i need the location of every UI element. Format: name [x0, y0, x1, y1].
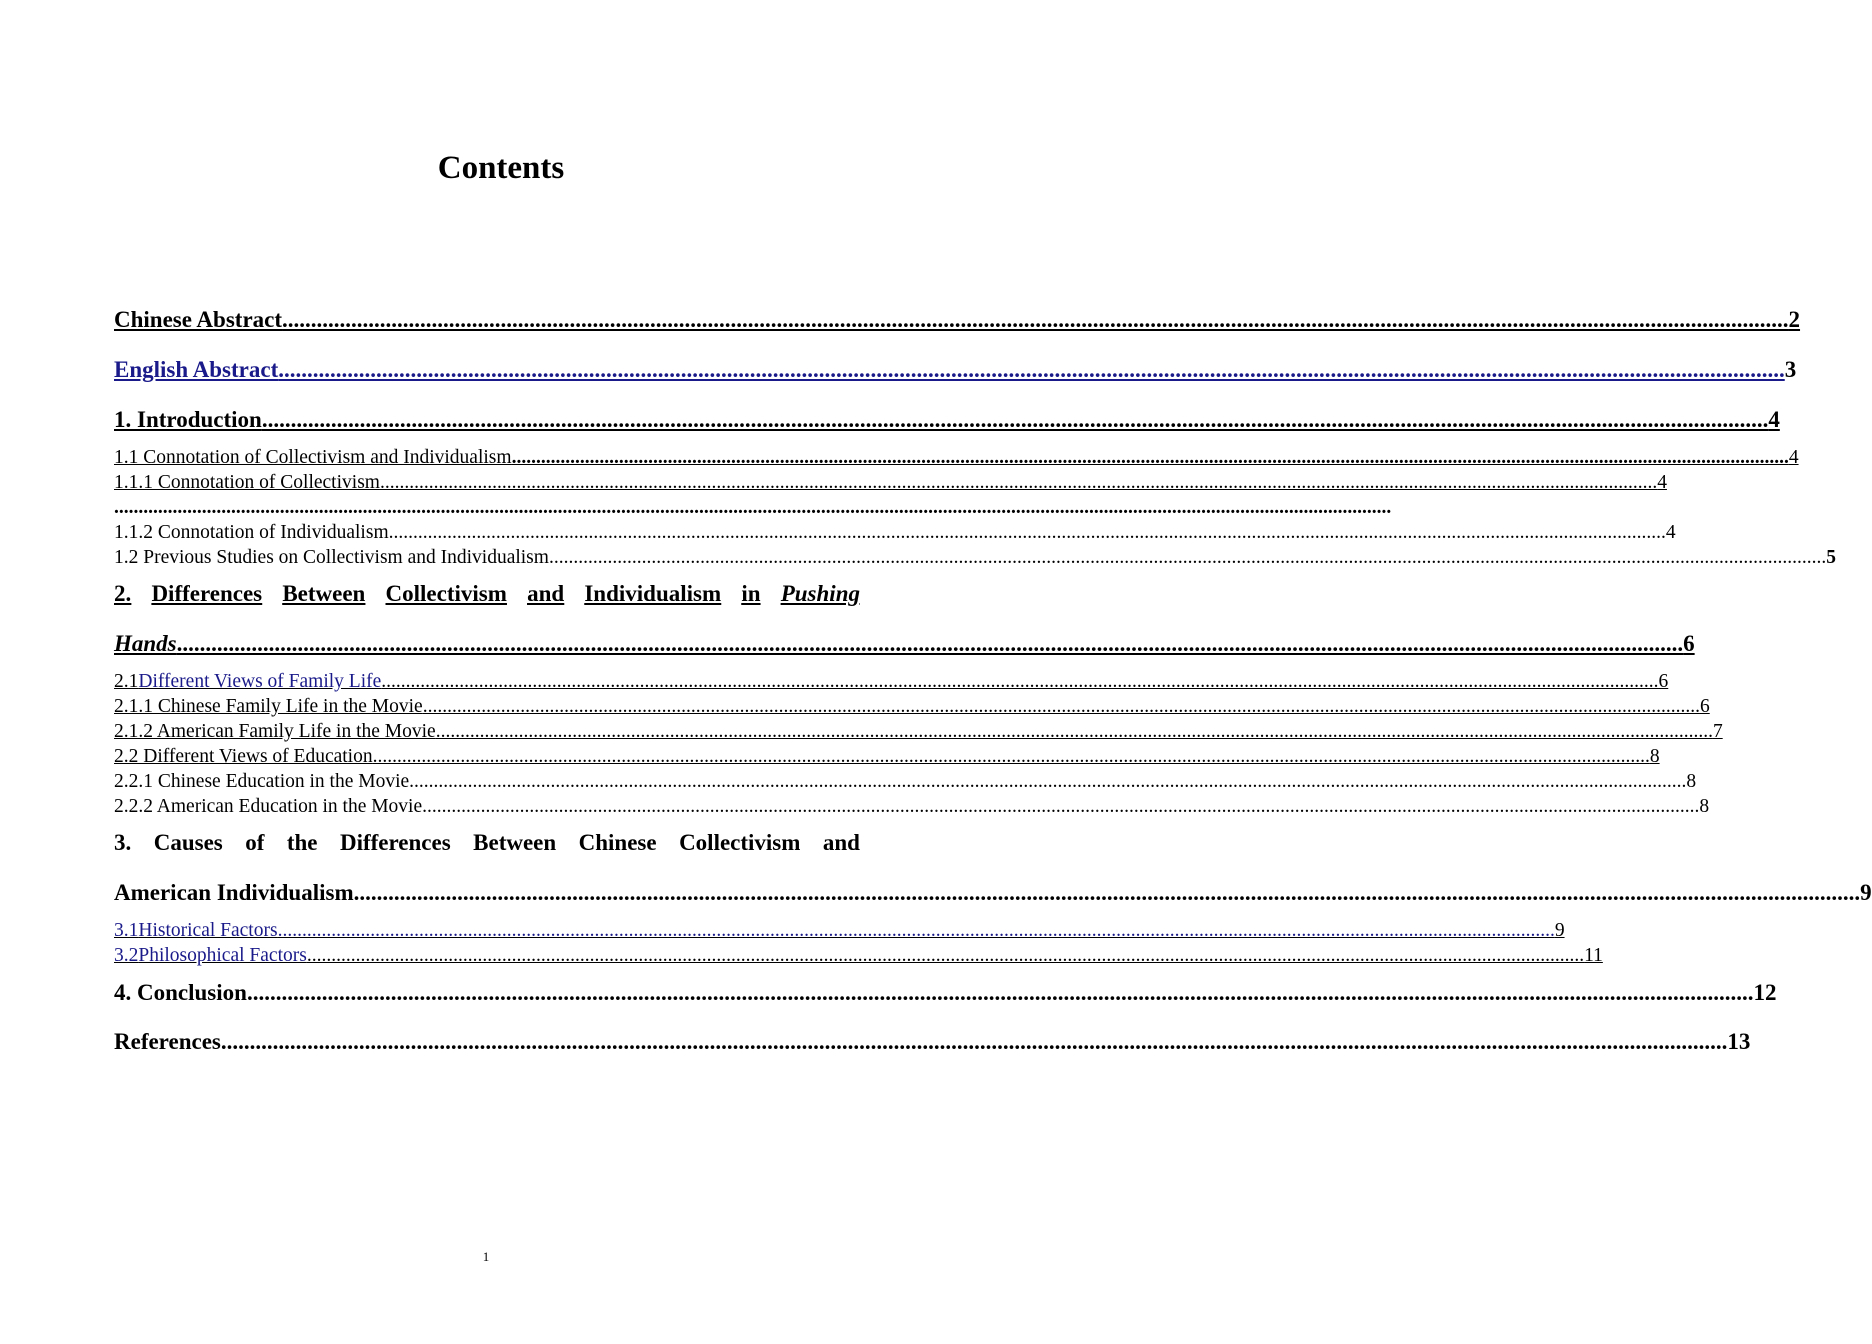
toc-page-number: 6 — [1683, 631, 1695, 656]
toc-entry-label: 1.1.2 Connotation of Individualism — [114, 522, 389, 543]
toc-word: and — [822, 830, 860, 855]
toc-word: Individualism — [584, 581, 722, 606]
toc-page-number: 6 — [1699, 696, 1710, 717]
toc-word: the — [286, 830, 318, 855]
toc-entry-label: Different Views of Family Life — [138, 671, 382, 692]
toc-word: 3. — [114, 830, 132, 855]
toc-leader-dots: ...................................................................................................................................................................................................................................................................... — [388, 522, 1666, 543]
toc-page-number: 8 — [1649, 746, 1660, 767]
toc-entry-3-2[interactable] — [114, 945, 1603, 967]
toc-leader-dots: ...................................................................................................................................................................................................................................................................... — [220, 1029, 1728, 1054]
toc-leader-dots: ...................................................................................................................................................................................................................................................................... — [422, 796, 1700, 817]
toc-entry-2-2-2[interactable] — [114, 796, 1710, 818]
toc-word: in — [741, 581, 761, 606]
toc-page-number: 2 — [1788, 307, 1801, 332]
page-title: Contents — [437, 150, 565, 186]
toc-entry-label: 4. Conclusion — [114, 980, 247, 1005]
toc-word: of — [245, 830, 265, 855]
toc-word: and — [527, 581, 565, 606]
toc-entry-label: References — [114, 1029, 221, 1054]
toc-page-number: 13 — [1727, 1029, 1751, 1054]
toc-word: Pushing — [780, 581, 860, 606]
toc-leader-dots: ...................................................................................................................................................................................................................................................................... — [282, 307, 1789, 332]
toc-leader-dots: ...................................................................................................................................................................................................................................................................... — [176, 631, 1684, 656]
dotted-separator: ...................................................................................................................................................................................................................................................................... — [114, 497, 1392, 518]
toc-entry-label: 2.2.1 Chinese Education in the Movie — [114, 771, 410, 792]
toc-leader-dots: ...................................................................................................................................................................................................................................................................... — [372, 746, 1650, 767]
toc-entry-label: English Abstract — [114, 357, 279, 382]
toc-entry-label: Philosophical Factors — [138, 945, 307, 966]
toc-entry-chinese-abstract[interactable] — [114, 307, 1801, 333]
toc-entry-label: 1. Introduction — [114, 407, 262, 432]
toc-leader-dots: ...................................................................................................................................................................................................................................................................... — [511, 447, 1789, 468]
toc-entry-1-1-1[interactable] — [114, 472, 1667, 494]
toc-entry-section-3-line-1[interactable] — [114, 830, 860, 856]
toc-page-number: 5 — [1826, 547, 1836, 568]
toc-word: Chinese — [578, 830, 657, 855]
toc-entry-label: Historical Factors — [138, 920, 278, 941]
toc-leader-dots: ...................................................................................................................................................................................................................................................................... — [277, 920, 1555, 941]
toc-page-number: 9 — [1554, 920, 1565, 941]
toc-word: Causes — [153, 830, 223, 855]
toc-word: Differences — [151, 581, 263, 606]
toc-entry-label: 2.2 Different Views of Education — [114, 746, 373, 767]
toc-leader-dots: ...................................................................................................................................................................................................................................................................... — [261, 407, 1769, 432]
toc-entry-introduction[interactable] — [114, 407, 1780, 433]
toc-leader-dots: ...................................................................................................................................................................................................................................................................... — [381, 671, 1659, 692]
toc-page-number: 9 — [1860, 880, 1872, 905]
toc-entry-2-1-2[interactable] — [114, 721, 1723, 743]
toc-word: 2. — [114, 581, 132, 606]
toc-entry-section-3-line-2[interactable] — [114, 880, 1872, 906]
toc-word: Between — [473, 830, 557, 855]
toc-page-number: 8 — [1686, 771, 1697, 792]
toc-entry-label: American Individualism — [114, 880, 354, 905]
toc-entry-label: 2.1.2 American Family Life in the Movie — [114, 721, 436, 742]
toc-word: Collectivism — [679, 830, 801, 855]
toc-page-number: 4 — [1788, 447, 1799, 468]
toc-leader-dots: ...................................................................................................................................................................................................................................................................... — [422, 696, 1700, 717]
toc-page-number: 11 — [1584, 945, 1603, 966]
toc-entry-references[interactable] — [114, 1029, 1751, 1055]
toc-page-number: 6 — [1658, 671, 1669, 692]
toc-entry-section-2-line-1[interactable] — [114, 581, 860, 607]
toc-entry-label: 2.2.2 American Education in the Movie — [114, 796, 423, 817]
toc-entry-conclusion[interactable] — [114, 980, 1777, 1006]
toc-page-number: 4 — [1657, 472, 1667, 493]
toc-page-number: 3 — [1784, 357, 1797, 382]
toc-entry-1-2[interactable] — [114, 547, 1836, 569]
toc-word: Between — [282, 581, 366, 606]
toc-entry-2-2-1[interactable] — [114, 771, 1697, 793]
toc-entry-label: Hands — [114, 631, 177, 656]
toc-leader-dots: ...................................................................................................................................................................................................................................................................... — [353, 880, 1861, 905]
toc-leader-dots: ...................................................................................................................................................................................................................................................................... — [306, 945, 1585, 966]
toc-entry-number: 3.2 — [114, 945, 139, 966]
toc-leader-dots: ...................................................................................................................................................................................................................................................................... — [435, 721, 1713, 742]
toc-page-number: 7 — [1712, 721, 1723, 742]
toc-entry-label: 1.1 Connotation of Collectivism and Individualism — [114, 447, 512, 468]
toc-entry-number: 3.1 — [114, 920, 139, 941]
toc-leader-dots: ...................................................................................................................................................................................................................................................................... — [278, 357, 1785, 382]
toc-page-number: 12 — [1753, 980, 1777, 1005]
toc-entry-1-1[interactable] — [114, 447, 1799, 469]
toc-entry-2-1-1[interactable] — [114, 696, 1710, 718]
toc-word: Differences — [339, 830, 451, 855]
toc-page-number: 4 — [1665, 522, 1676, 543]
toc-entry-english-abstract[interactable] — [114, 357, 1797, 383]
toc-entry-number: 2.1 — [114, 671, 139, 692]
toc-page-number: 4 — [1768, 407, 1780, 432]
toc-leader-dots: ...................................................................................................................................................................................................................................................................... — [246, 980, 1754, 1005]
toc-leader-dots: ...................................................................................................................................................................................................................................................................... — [548, 547, 1827, 568]
toc-entry-label: 1.1.1 Connotation of Collectivism — [114, 472, 380, 493]
toc-entry-3-1[interactable] — [114, 920, 1565, 942]
toc-entry-2-2[interactable] — [114, 746, 1660, 768]
toc-entry-section-2-line-2[interactable] — [114, 631, 1695, 657]
toc-page-number: 8 — [1699, 796, 1710, 817]
toc-leader-dots: ...................................................................................................................................................................................................................................................................... — [379, 472, 1658, 493]
toc-entry-label: 2.1.1 Chinese Family Life in the Movie — [114, 696, 423, 717]
page-number: 1 — [482, 1249, 490, 1264]
toc-leader-dots: ...................................................................................................................................................................................................................................................................... — [409, 771, 1687, 792]
toc-word: Collectivism — [385, 581, 507, 606]
toc-entry-2-1[interactable] — [114, 671, 1669, 693]
toc-entry-label: Chinese Abstract — [114, 307, 283, 332]
toc-entry-label: 1.2 Previous Studies on Collectivism and Individualism — [114, 547, 549, 568]
toc-entry-1-1-2[interactable] — [114, 522, 1676, 544]
